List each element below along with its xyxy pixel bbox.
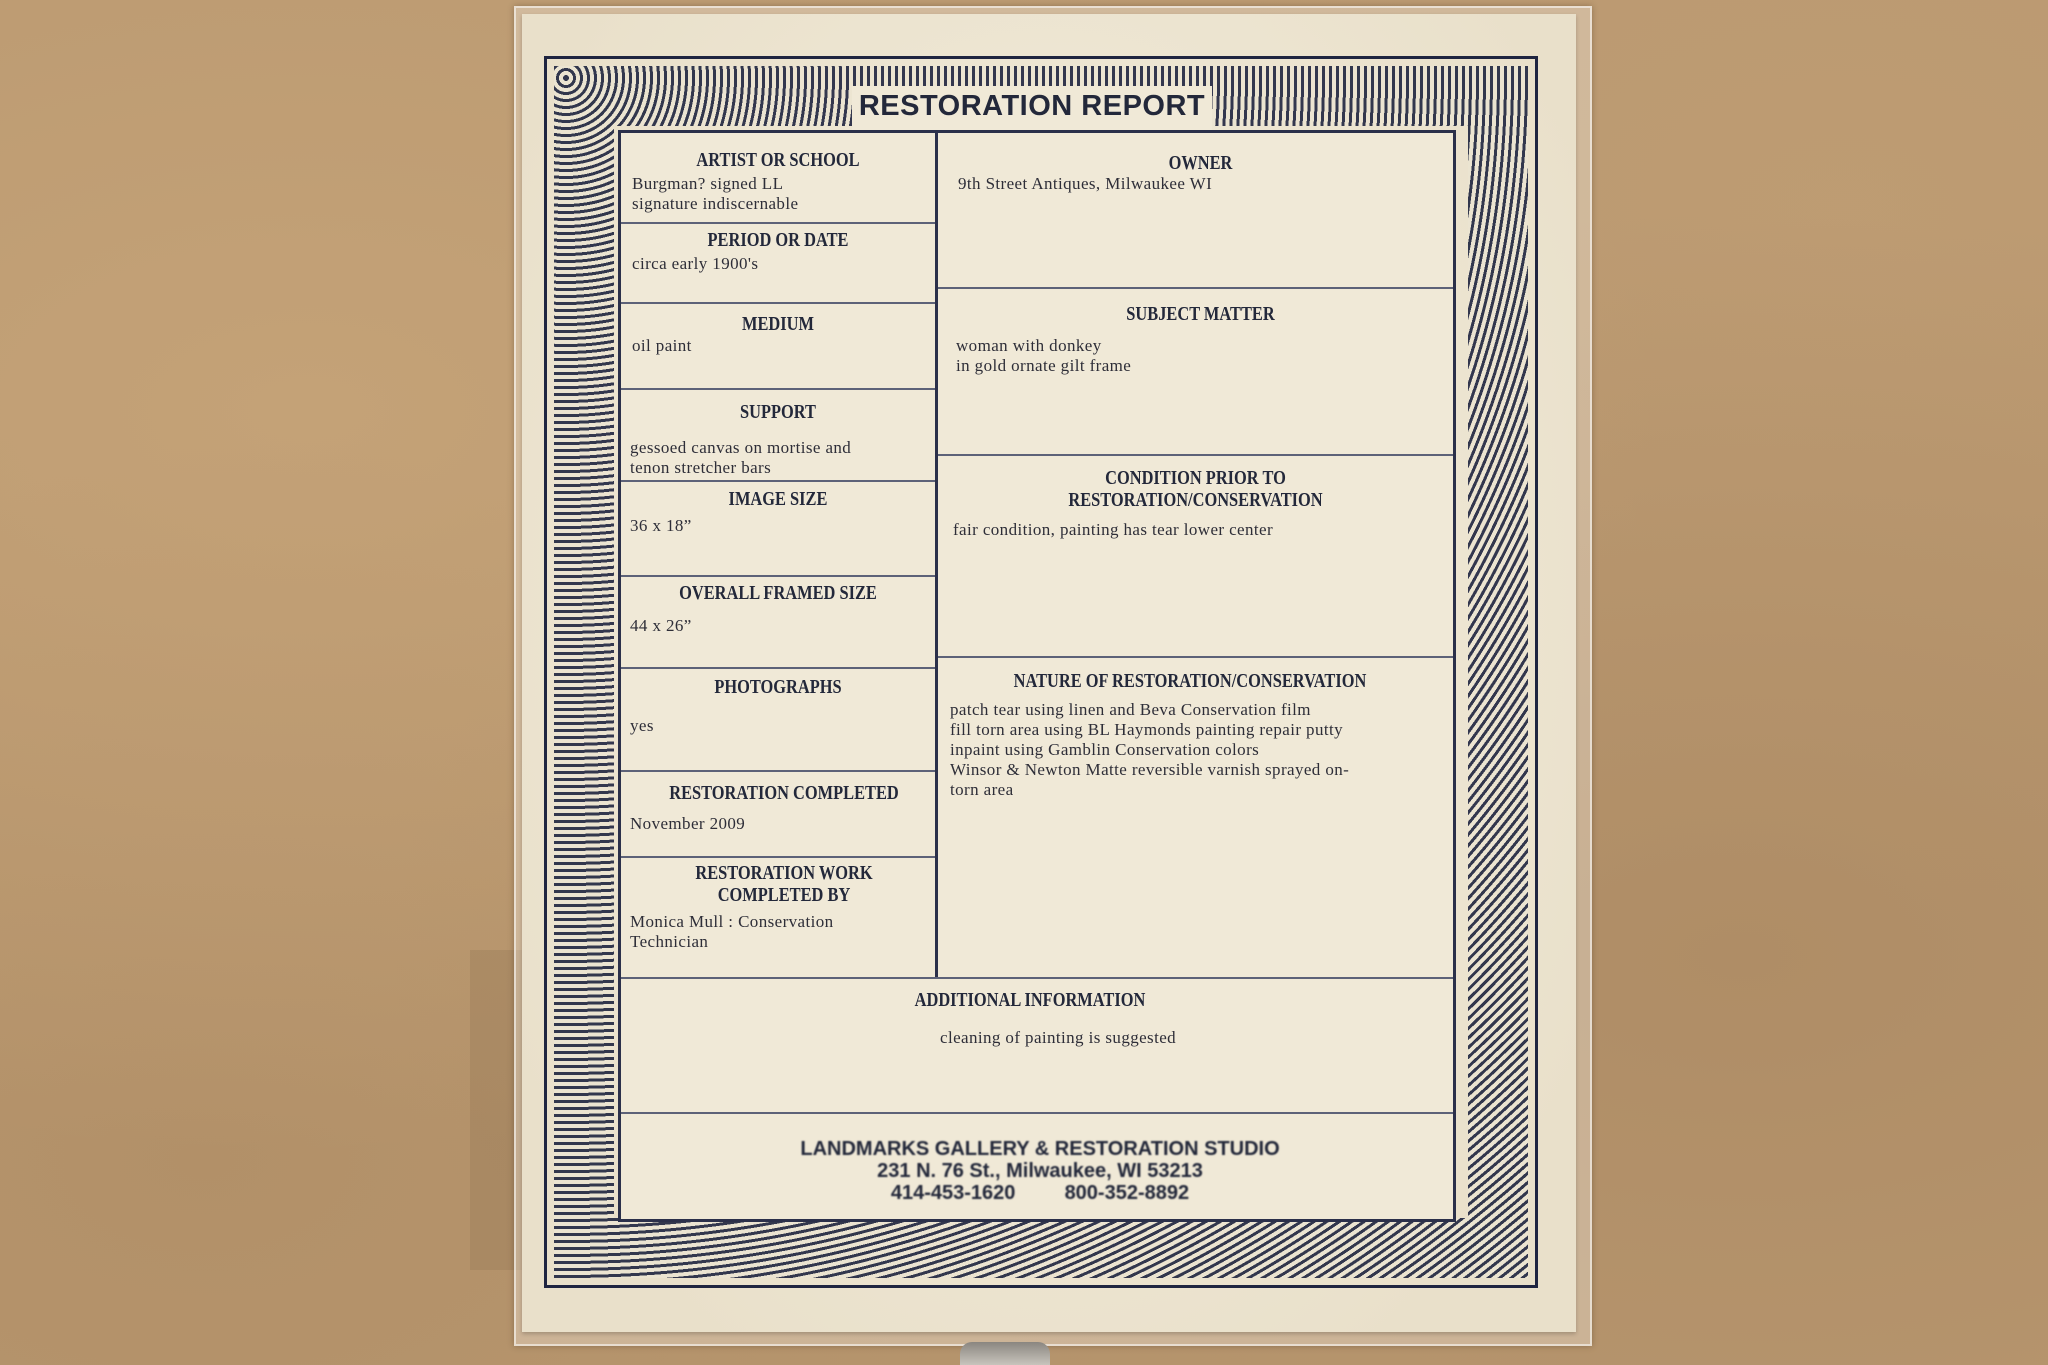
- field-label-restoration-completed: RESTORATION COMPLETED: [669, 782, 899, 804]
- divider: [621, 480, 935, 482]
- field-value-artist: Burgman? signed LL signature indiscernable: [632, 174, 799, 213]
- divider: [621, 388, 935, 390]
- divider: [621, 222, 935, 224]
- field-value-condition: fair condition, painting has tear lower center: [953, 520, 1274, 539]
- field-value-nature: patch tear using linen and Beva Conservation film fill torn area using BL Haymonds painting repair putty inpaint using Gamblin Conservation colors Winsor & Newton Matte reversible varnish sprayed on- torn area: [950, 700, 1350, 799]
- report-title: RESTORATION REPORT: [858, 90, 1206, 122]
- field-value-additional: cleaning of painting is suggested: [940, 1028, 1177, 1047]
- divider: [938, 656, 1453, 658]
- studio-phone-local: 414-453-1620: [890, 1182, 1016, 1204]
- divider: [621, 667, 935, 669]
- field-value-photographs: yes: [630, 716, 654, 735]
- field-label-image-size: IMAGE SIZE: [728, 488, 828, 510]
- studio-phones: [700, 1182, 1380, 1205]
- divider: [621, 977, 1453, 979]
- field-label-subject: SUBJECT MATTER: [1126, 303, 1275, 325]
- studio-address: 231 N. 76 St., Milwaukee, WI 53213: [877, 1160, 1203, 1182]
- column-divider: [935, 133, 938, 977]
- divider: [938, 287, 1453, 289]
- divider: [621, 1112, 1453, 1114]
- field-label-nature: NATURE OF RESTORATION/CONSERVATION: [1013, 670, 1367, 692]
- studio-phone-tollfree: 800-352-8892: [1064, 1182, 1190, 1204]
- field-value-framed-size: 44 x 26”: [630, 616, 692, 635]
- field-value-subject: woman with donkey in gold ornate gilt frame: [956, 336, 1132, 375]
- field-value-completed-by: Monica Mull : Conservation Technician: [630, 912, 834, 951]
- field-label-framed-size: OVERALL FRAMED SIZE: [679, 582, 877, 604]
- divider: [621, 302, 935, 304]
- field-label-photographs: PHOTOGRAPHS: [714, 676, 842, 698]
- field-value-medium: oil paint: [632, 336, 692, 355]
- field-label-period: PERIOD OR DATE: [707, 229, 849, 251]
- field-label-condition: CONDITION PRIOR TO RESTORATION/CONSERVATION: [1068, 467, 1323, 511]
- field-label-additional: ADDITIONAL INFORMATION: [914, 989, 1146, 1011]
- field-value-support: gessoed canvas on mortise and tenon stretcher bars: [630, 438, 852, 477]
- divider: [938, 454, 1453, 456]
- field-label-owner: OWNER: [1168, 152, 1233, 174]
- field-value-owner: 9th Street Antiques, Milwaukee WI: [958, 174, 1213, 193]
- field-label-completed-by: RESTORATION WORK COMPLETED BY: [695, 862, 873, 906]
- field-label-medium: MEDIUM: [742, 313, 814, 335]
- field-label-artist: ARTIST OR SCHOOL: [696, 149, 860, 171]
- field-value-image-size: 36 x 18”: [630, 516, 692, 535]
- divider: [621, 770, 935, 772]
- field-value-restoration-completed: November 2009: [630, 814, 746, 833]
- divider: [621, 575, 935, 577]
- studio-name: LANDMARKS GALLERY & RESTORATION STUDIO: [800, 1138, 1280, 1160]
- hanging-clip: [960, 1342, 1050, 1365]
- field-label-support: SUPPORT: [740, 401, 816, 423]
- field-value-period: circa early 1900's: [632, 254, 759, 273]
- divider: [621, 856, 935, 858]
